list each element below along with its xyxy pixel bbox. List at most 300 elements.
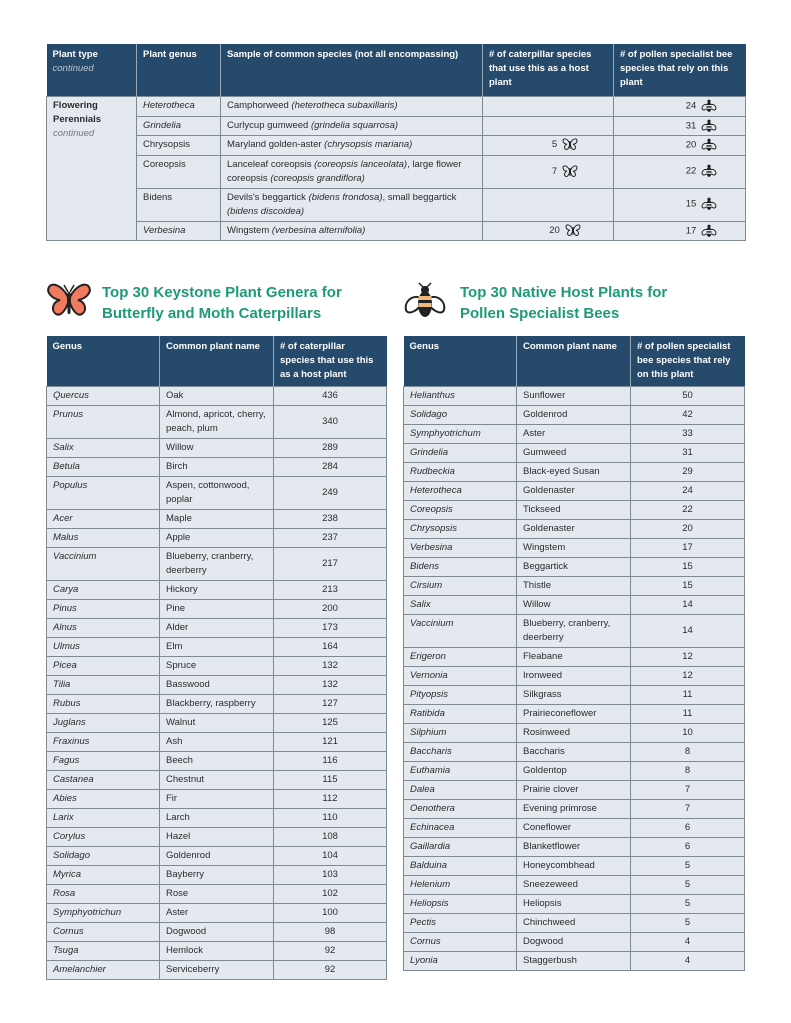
header-common-name: Common plant name [160,336,274,387]
count-value: 20 [685,139,697,151]
table-row [47,529,387,548]
genus-cell: Populus [47,477,160,510]
count-cell: 4 [631,933,745,952]
caterpillar-count-cell [483,221,614,241]
genus-cell: Helenium [404,876,517,895]
common-name-cell: Willow [517,596,631,615]
common-name-cell: Oak [160,387,274,406]
caterpillar-table-header-row [47,336,387,387]
table-row [47,387,387,406]
genus-cell: Silphium [404,724,517,743]
table-row [47,581,387,600]
bee-icon [701,164,717,178]
top-table-header-row [47,44,746,97]
genus-cell: Dalea [404,781,517,800]
common-name-cell: Beggartick [517,558,631,577]
table-row [404,933,745,952]
header-caterpillar-species-count: # of caterpillar species that use this as a host plant [274,336,387,387]
count-cell: 340 [274,406,387,439]
table-row [404,914,745,933]
count-cell: 112 [274,790,387,809]
common-name-cell: Prairieconeflower [517,705,631,724]
header-plant-genus: Plant genus [137,44,221,97]
table-row [47,619,387,638]
table-row [404,482,745,501]
genus-cell: Euthamia [404,762,517,781]
common-name-cell: Tickseed [517,501,631,520]
bee-title-line2: Pollen Specialist Bees [460,305,620,322]
count-cell: 5 [631,914,745,933]
plant-type-cell [47,97,137,241]
genus-cell: Castanea [47,771,160,790]
genus-cell: Chrysopsis [137,136,221,156]
table-row [404,800,745,819]
flowering-perennials-table [46,44,746,241]
table-row [47,638,387,657]
common-name-cell: Beech [160,752,274,771]
genus-cell: Vaccinium [47,548,160,581]
bee-count-cell [614,116,746,136]
genus-cell: Salix [404,596,517,615]
count-cell: 5 [631,857,745,876]
common-name-cell: Gumweed [517,444,631,463]
count-cell: 132 [274,657,387,676]
count-cell: 104 [274,847,387,866]
table-row [404,615,745,648]
common-name-cell: Goldenrod [517,406,631,425]
table-row [404,596,745,615]
caterpillar-count-cell [483,97,614,117]
count-value: 7 [551,165,558,177]
genus-cell: Salix [47,439,160,458]
common-name-cell: Blanketflower [517,838,631,857]
genus-cell: Acer [47,510,160,529]
species-cell: Lanceleaf coreopsis (coreopsis lanceolata), large flower coreopsis (coreopsis grandiflora) [221,155,483,188]
table-row [47,155,746,188]
table-row [404,819,745,838]
common-name-cell: Hazel [160,828,274,847]
bee-section-title [460,282,667,324]
table-row [47,885,387,904]
count-cell: 8 [631,762,745,781]
count-cell: 12 [631,648,745,667]
table-row [47,828,387,847]
bee-icon [701,119,717,133]
bee-icon [701,138,717,152]
butterfly-icon [565,224,581,237]
caterpillar-count-cell [483,116,614,136]
table-row [47,221,746,241]
table-row [47,809,387,828]
common-name-cell: Walnut [160,714,274,733]
genus-cell: Corylus [47,828,160,847]
count-cell: 116 [274,752,387,771]
count-value: 24 [685,100,697,112]
common-name-cell: Blackberry, raspberry [160,695,274,714]
table-row [404,648,745,667]
header-caterpillar-count: # of caterpillar species that use this as a host plant [483,44,614,97]
count-cell: 103 [274,866,387,885]
bee-table-header-row [404,336,745,387]
table-row [47,136,746,156]
table-row [404,425,745,444]
count-cell: 5 [631,895,745,914]
genus-cell: Pityopsis [404,686,517,705]
count-cell: 121 [274,733,387,752]
common-name-cell: Blueberry, cranberry, deerberry [160,548,274,581]
count-cell: 31 [631,444,745,463]
table-row [404,577,745,596]
count-cell: 436 [274,387,387,406]
count-cell: 5 [631,876,745,895]
count-cell: 132 [274,676,387,695]
count-value: 20 [549,224,560,236]
table-row [47,477,387,510]
genus-cell: Betula [47,458,160,477]
genus-cell: Pectis [404,914,517,933]
count-cell: 237 [274,529,387,548]
genus-cell: Cirsium [404,577,517,596]
count-cell: 213 [274,581,387,600]
table-row [47,188,746,221]
bee-count-cell [614,221,746,241]
caterpillar-host-plants-table [46,336,387,980]
table-row [47,406,387,439]
common-name-cell: Fleabane [517,648,631,667]
genus-cell: Vaccinium [404,615,517,648]
table-row [47,116,746,136]
genus-cell: Coreopsis [137,155,221,188]
common-name-cell: Wingstem [517,539,631,558]
butterfly-icon [46,283,92,319]
table-row [404,952,745,971]
count-value: 17 [685,225,697,237]
table-row [404,501,745,520]
table-row [404,743,745,762]
common-name-cell: Ironweed [517,667,631,686]
common-name-cell: Ash [160,733,274,752]
genus-cell: Solidago [404,406,517,425]
table-row [404,724,745,743]
genus-cell: Juglans [47,714,160,733]
count-cell: 110 [274,809,387,828]
genus-cell: Chrysopsis [404,520,517,539]
count-value: 31 [685,120,697,132]
header-genus: Genus [47,336,160,387]
count-cell: 100 [274,904,387,923]
genus-cell: Heterotheca [137,97,221,117]
common-name-cell: Spruce [160,657,274,676]
genus-cell: Grindelia [404,444,517,463]
genus-cell: Prunus [47,406,160,439]
bee-icon [701,224,717,238]
count-cell: 249 [274,477,387,510]
bee-count-cell [614,97,746,117]
table-row [47,866,387,885]
genus-cell: Solidago [47,847,160,866]
table-row [47,733,387,752]
common-name-cell: Chinchweed [517,914,631,933]
count-cell: 15 [631,558,745,577]
count-cell: 14 [631,615,745,648]
table-row [404,686,745,705]
table-row [404,667,745,686]
header-plant-type [47,44,137,97]
genus-cell: Ratibida [404,705,517,724]
genus-cell: Myrica [47,866,160,885]
common-name-cell: Basswood [160,676,274,695]
table-row [404,857,745,876]
count-cell: 6 [631,838,745,857]
count-cell: 98 [274,923,387,942]
bee-icon [402,282,448,320]
butterfly-icon [562,165,578,178]
table-row [47,752,387,771]
table-row [47,676,387,695]
table-row [47,790,387,809]
genus-cell: Picea [47,657,160,676]
count-cell: 11 [631,705,745,724]
common-name-cell: Rosinweed [517,724,631,743]
common-name-cell: Dogwood [517,933,631,952]
genus-cell: Tsuga [47,942,160,961]
common-name-cell: Serviceberry [160,961,274,980]
genus-cell: Bidens [137,188,221,221]
header-continued-label: continued [52,63,94,74]
genus-cell: Symphyotrichum [404,425,517,444]
common-name-cell: Staggerbush [517,952,631,971]
count-cell: 22 [631,501,745,520]
common-name-cell: Pine [160,600,274,619]
count-cell: 7 [631,781,745,800]
count-cell: 92 [274,942,387,961]
common-name-cell: Maple [160,510,274,529]
count-cell: 92 [274,961,387,980]
common-name-cell: Hickory [160,581,274,600]
genus-cell: Ulmus [47,638,160,657]
genus-cell: Carya [47,581,160,600]
common-name-cell: Honeycombhead [517,857,631,876]
common-name-cell: Almond, apricot, cherry, peach, plum [160,406,274,439]
common-name-cell: Coneflower [517,819,631,838]
species-cell: Camphorweed (heterotheca subaxillaris) [221,97,483,117]
count-cell: 20 [631,520,745,539]
table-row [404,895,745,914]
common-name-cell: Aster [160,904,274,923]
table-row [404,876,745,895]
count-cell: 6 [631,819,745,838]
species-cell: Maryland golden-aster (chrysopsis mariana) [221,136,483,156]
bee-count-cell [614,155,746,188]
species-cell: Devils's beggartick (bidens frondosa), small beggartick (bidens discoidea) [221,188,483,221]
count-cell: 102 [274,885,387,904]
table-row [404,781,745,800]
continued-label: continued [53,128,95,139]
common-name-cell: Sunflower [517,387,631,406]
genus-cell: Echinacea [404,819,517,838]
common-name-cell: Bayberry [160,866,274,885]
genus-cell: Larix [47,809,160,828]
count-value: 5 [551,139,558,151]
common-name-cell: Dogwood [160,923,274,942]
genus-cell: Symphyotrichun [47,904,160,923]
plant-type-label: Flowering Perennials [53,100,102,125]
count-cell: 14 [631,596,745,615]
common-name-cell: Prairie clover [517,781,631,800]
genus-cell: Fagus [47,752,160,771]
butterfly-icon [562,138,578,151]
common-name-cell: Silkgrass [517,686,631,705]
common-name-cell: Blueberry, cranberry, deerberry [517,615,631,648]
count-cell: 108 [274,828,387,847]
common-name-cell: Aster [517,425,631,444]
table-row [404,520,745,539]
common-name-cell: Baccharis [517,743,631,762]
genus-cell: Cornus [404,933,517,952]
genus-cell: Erigeron [404,648,517,667]
genus-cell: Cornus [47,923,160,942]
count-cell: 24 [631,482,745,501]
count-cell: 29 [631,463,745,482]
count-value: 22 [685,165,697,177]
count-cell: 33 [631,425,745,444]
count-cell: 115 [274,771,387,790]
genus-cell: Rudbeckia [404,463,517,482]
common-name-cell: Hemlock [160,942,274,961]
table-row [47,714,387,733]
genus-cell: Vernonia [404,667,517,686]
bee-count-cell [614,136,746,156]
table-row [47,439,387,458]
common-name-cell: Elm [160,638,274,657]
common-name-cell: Goldenaster [517,520,631,539]
genus-cell: Heterotheca [404,482,517,501]
count-cell: 164 [274,638,387,657]
caterpillar-count-cell [483,188,614,221]
count-cell: 217 [274,548,387,581]
table-row [47,695,387,714]
count-cell: 12 [631,667,745,686]
genus-cell: Rosa [47,885,160,904]
count-cell: 15 [631,577,745,596]
genus-cell: Heliopsis [404,895,517,914]
count-value: 15 [685,198,697,210]
header-bee-count: # of pollen specialist bee species that rely on this plant [614,44,746,97]
table-row [47,548,387,581]
genus-cell: Verbesina [404,539,517,558]
common-name-cell: Chestnut [160,771,274,790]
genus-cell: Rubus [47,695,160,714]
table-row [47,961,387,980]
common-name-cell: Rose [160,885,274,904]
caterpillar-count-cell [483,155,614,188]
genus-cell: Malus [47,529,160,548]
table-row [47,771,387,790]
count-cell: 284 [274,458,387,477]
count-cell: 173 [274,619,387,638]
common-name-cell: Fir [160,790,274,809]
table-row [404,838,745,857]
common-name-cell: Apple [160,529,274,548]
count-cell: 8 [631,743,745,762]
common-name-cell: Willow [160,439,274,458]
common-name-cell: Evening primrose [517,800,631,819]
genus-cell: Quercus [47,387,160,406]
common-name-cell: Black-eyed Susan [517,463,631,482]
header-species: Sample of common species (not all encompassing) [221,44,483,97]
table-row [47,904,387,923]
common-name-cell: Birch [160,458,274,477]
genus-cell: Tilia [47,676,160,695]
count-cell: 127 [274,695,387,714]
table-row [404,463,745,482]
table-row [404,558,745,577]
common-name-cell: Thistle [517,577,631,596]
genus-cell: Helianthus [404,387,517,406]
header-plant-type-label: Plant type [52,49,98,60]
genus-cell: Abies [47,790,160,809]
table-row [47,923,387,942]
table-row [47,97,746,117]
count-cell: 11 [631,686,745,705]
genus-cell: Grindelia [137,116,221,136]
bee-title-line1: Top 30 Native Host Plants for [460,284,668,301]
caterpillar-count-cell [483,136,614,156]
table-row [404,406,745,425]
count-cell: 4 [631,952,745,971]
table-row [404,387,745,406]
genus-cell: Balduina [404,857,517,876]
genus-cell: Pinus [47,600,160,619]
bee-icon [701,99,717,113]
species-cell: Wingstem (verbesina alternifolia) [221,221,483,241]
count-cell: 10 [631,724,745,743]
genus-cell: Amelanchier [47,961,160,980]
table-row [47,510,387,529]
genus-cell: Bidens [404,558,517,577]
count-cell: 238 [274,510,387,529]
common-name-cell: Goldenaster [517,482,631,501]
genus-cell: Gaillardia [404,838,517,857]
header-bee-species-count: # of pollen specialist bee species that rely on this plant [631,336,745,387]
table-row [404,539,745,558]
common-name-cell: Goldentop [517,762,631,781]
common-name-cell: Heliopsis [517,895,631,914]
bee-icon [701,197,717,211]
caterpillar-title-line2: Butterfly and Moth Caterpillars [102,305,322,322]
common-name-cell: Aspen, cottonwood, poplar [160,477,274,510]
table-row [47,458,387,477]
common-name-cell: Larch [160,809,274,828]
table-row [47,657,387,676]
genus-cell: Fraxinus [47,733,160,752]
table-row [47,847,387,866]
species-cell: Curlycup gumweed (grindelia squarrosa) [221,116,483,136]
count-cell: 289 [274,439,387,458]
common-name-cell: Sneezeweed [517,876,631,895]
count-cell: 7 [631,800,745,819]
genus-cell: Lyonia [404,952,517,971]
genus-cell: Baccharis [404,743,517,762]
caterpillar-section-title [102,282,342,324]
table-row [404,762,745,781]
count-cell: 42 [631,406,745,425]
genus-cell: Coreopsis [404,501,517,520]
table-row [404,705,745,724]
genus-cell: Oenothera [404,800,517,819]
count-cell: 50 [631,387,745,406]
count-cell: 17 [631,539,745,558]
